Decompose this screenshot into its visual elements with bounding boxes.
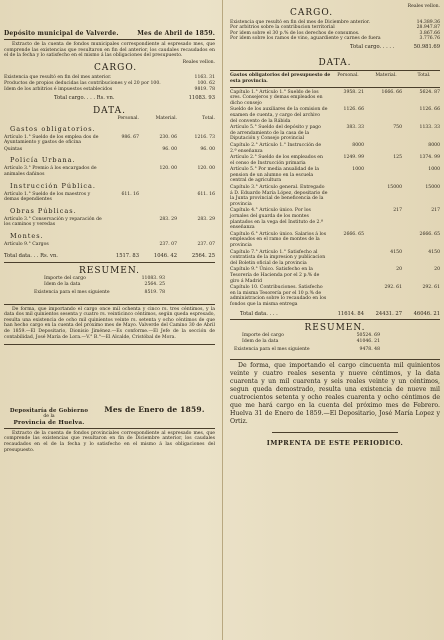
r-col-material: Material. <box>375 73 397 79</box>
row-label: Idem de la data <box>242 338 279 344</box>
r-narrative: De forma, que importando el cargo cincuenta mil quinientos veinte y cuatro reales sesenta y nueve céntimos, y la data cuarenta y un mil cuarenta y seis reales veinte y un céntimos, segun queda demostrado, resulta una existencia de nueve mil cuatrocientos setenta y ocho reales cuarenta y ocho céntimos de que me hará cargo en la cuenta del próximo mes de Febrero. Huelva 31 de Enero de 1859.—El Depositario, José María Lopez y Ortiz. <box>230 361 440 425</box>
row-total: 2666. 65 <box>419 231 440 237</box>
r-resumen-table <box>230 333 440 344</box>
left-extract-2: Extracto de la cuenta de fondos provinciales correspondiente al espresado mes, que comprende las existencias que resultaron en fin de Diciembre anterior, los caudales recaudados en el de la fecha y lo satisfecho en el mismo á las obligaciones del presupuesto. <box>4 430 215 453</box>
column-divider <box>222 0 223 640</box>
row-label: Artículo 1.° Sueldo de los maestros y demas dependientes <box>4 191 91 203</box>
row-value: 2564. 25 <box>144 281 165 287</box>
row-total: 8000 <box>428 142 440 148</box>
row-material: 125 <box>393 155 402 161</box>
row-total: 237. 07 <box>197 241 215 247</box>
row-label: Capítulo 9.° Único. Satisfecho en la Tesorería de Hacienda por el 2 p.% de giro á Madrid <box>230 267 320 284</box>
row-material: 283. 29 <box>159 216 177 222</box>
row-total: 120. 00 <box>197 166 215 172</box>
row-total: 1133. 33 <box>419 125 440 131</box>
data-title: DATA. <box>92 105 127 116</box>
resumen-table <box>4 276 215 287</box>
row-personal: 8000 <box>352 142 364 148</box>
total-data-label: Total data. . . Rs. vn. <box>4 252 58 259</box>
r-data-title: DATA. <box>318 58 352 69</box>
row-label: Artículo 3.° Conservación y reparación de los caminos y veredas <box>4 216 102 228</box>
row-value: 14.389.36 <box>416 19 440 25</box>
row-personal: 1126. 66 <box>343 107 364 113</box>
r-total-cargo-label: Total cargo. . . . . <box>350 43 395 50</box>
row-label: Artículo 9.° Cargos <box>4 241 49 247</box>
section-title: Instrucción Pública. <box>10 181 96 190</box>
row-label: Capítulo 3.° Artículo general. Entregado á D. Eduardo María López, depositario de la Junta provincial de beneficencia de la provincia <box>230 185 328 207</box>
row-value: 3.867.66 <box>419 30 440 36</box>
row-label: Capítulo 1.° Artículo 1.° Sueldo de los sres. Consejeros y demas empleados en dicho consejo <box>230 89 323 106</box>
table-row <box>44 282 165 288</box>
row-total: 1374. 99 <box>419 155 440 161</box>
imprint-footer: IMPRENTA DE ESTE PERIODICO. <box>266 438 404 447</box>
row-label: Existencia que resultó en fin del mes de Diciembre anterior. <box>230 19 371 25</box>
table-row <box>242 339 380 345</box>
row-label: Por arbitrios sobre la contribucion territorial <box>230 25 335 31</box>
col-total: Total. <box>202 115 215 121</box>
row-total: 611. 16 <box>197 191 215 197</box>
row-label: Artículo 1.° Sueldo de los emplea dos de Ayuntamiento y gastos de oficina <box>4 134 99 146</box>
table-row <box>230 143 440 154</box>
row-personal: 611. 16 <box>121 191 139 197</box>
row-label: Capítulo 6.° Artículo único. Salarios á los empleados en el ramo de montes de la provincia <box>230 231 327 248</box>
total-cargo-row <box>4 95 215 101</box>
row-total: 217 <box>431 208 440 214</box>
row-material: 750 <box>393 125 402 131</box>
left-narrative: De forma, que importando el cargo once mil ochenta y cinco rs. tres céntimos, y la data dos mil quinientos sesenta y cuatro rs. veinticinco céntimos, según queda espresado, resulta una existencia de ocho mil quinientos veinte rs. setenta y ocho céntimos de que han hecho cargo en la cuenta del próximo mes de Mayo. Valverde del Camino 30 de Abril de 1859.—El Depositario, Dionisio Jiménez.—Es conforme.—El Jefe de la sección de contabilidad, José María de Lora.—V.° B.°—El Alcalde, Cristóbal de Mora. <box>4 306 215 340</box>
row-personal: 986. 67 <box>121 134 139 140</box>
data-table <box>4 125 215 248</box>
section-title: Montes. <box>10 231 44 240</box>
row-label: Por idem sobre el 30 p.% de los derechos de consumos. <box>230 30 360 36</box>
table-row <box>230 208 440 230</box>
total-cargo-label: Total cargo. . . . Rs. vn. <box>54 95 115 102</box>
row-value: 1163. 31 <box>194 75 215 81</box>
resumen-next-label: Existencia para el mes siguiente <box>34 290 110 296</box>
total-cargo-value: 11083. 93 <box>188 95 215 102</box>
section-title: Gastos obligatorios. <box>10 124 96 133</box>
row-material: 20 <box>396 267 402 273</box>
row-label: Capítulo 4.° Artículo único. Por los jornales del guarda de los montes plantados en la vega del Instituto de 2.ª enseñanza <box>230 208 324 231</box>
table-row <box>4 192 215 203</box>
col-material: Material. <box>155 115 177 121</box>
dep2-line2: de la <box>43 414 55 420</box>
r-total-data-total: 46046. 21 <box>413 310 440 317</box>
row-value: 41046. 21 <box>356 338 380 344</box>
row-label: Existencia que resultó en fin del mes anterior. <box>4 75 112 81</box>
r-resumen-next-value: 9478. 48 <box>359 347 380 353</box>
row-material: 120. 00 <box>159 166 177 172</box>
row-label: Productos de propios deducidas las contribuciones y el 20 por 100. <box>4 80 161 86</box>
table-row <box>230 185 440 207</box>
r-resumen-next-row <box>230 347 440 353</box>
table-row <box>230 250 440 267</box>
row-label: Artículo 5.° Sueldo del depósito y pago de arrendamiento de la casa de la Diputación y Consejo provincial <box>230 125 321 142</box>
row-total: 1216. 73 <box>194 134 215 140</box>
r-total-data-material: 24431. 27 <box>375 310 402 317</box>
cargo-table <box>4 75 215 92</box>
table-row <box>230 36 440 42</box>
row-material: 4150 <box>390 249 402 255</box>
r-total-data-row <box>230 311 440 317</box>
r-reales-header: Reales vellon. <box>407 4 440 9</box>
r-resumen-title: RESUMEN. <box>304 322 366 333</box>
row-value: 50524. 69 <box>356 332 380 338</box>
table-row <box>230 155 440 166</box>
row-label: Idem de la data <box>44 281 81 287</box>
row-total: 292. 61 <box>422 285 440 291</box>
row-value: 100. 62 <box>197 80 215 86</box>
section-title: Obras Públicas. <box>10 206 77 215</box>
heading-date: Mes de Abril de 1859. <box>137 30 215 37</box>
row-personal: 2666. 65 <box>343 231 364 237</box>
row-material: 1666. 66 <box>381 89 402 95</box>
table-row <box>230 90 440 107</box>
row-label: Por idem sobre los ramos de vino, aguardiente y carnes de fuera <box>230 36 381 42</box>
row-personal: 3958. 21 <box>343 89 364 95</box>
row-material: 292. 61 <box>384 285 402 291</box>
resumen-next-value: 8519. 78 <box>144 290 165 296</box>
row-label: Quintas <box>4 146 23 152</box>
row-total: 283. 29 <box>197 216 215 222</box>
row-label: Artículo 2.° Sueldo de los empleados en el censo de Instrucción primaria <box>230 155 323 166</box>
row-label: Capítulo 2.° Artículo 1.° Instrucción de 2.ª enseñanza <box>230 142 322 154</box>
second-heading <box>4 393 215 453</box>
dep2-line1: Depositaría de Gobierno <box>9 408 89 415</box>
row-label: Idem de los arbitrios é impuestos establecidos <box>4 86 113 92</box>
section-title: Policía Urbana. <box>10 156 76 165</box>
r-col-total: Total. <box>417 73 431 79</box>
row-value: 11083. 93 <box>141 275 165 281</box>
r-total-data-label: Total data. . . . <box>240 310 278 317</box>
row-personal: 383. 33 <box>346 125 364 131</box>
row-label: Capítulo 10. Contribuciones. Satisfecho en la misma Tesorería por el 10 p.% de administracion sobre lo recaudado en los fondos que la misma entrega <box>230 285 327 307</box>
left-column <box>0 0 221 453</box>
cargo-title: CARGO. <box>94 63 138 74</box>
row-label: Capítulo 7.° Artículo 1.° Satisfecho al contratista de la impresion y publicacion del Boletin oficial de la provincia <box>230 249 326 266</box>
table-row <box>230 125 440 142</box>
row-total: 20 <box>434 267 440 273</box>
row-material: 237. 07 <box>159 241 177 247</box>
row-material: 15000 <box>387 185 402 191</box>
col-personal: Personal. <box>117 115 139 121</box>
total-data-personal: 1517. 83 <box>115 252 139 259</box>
table-row <box>4 147 215 153</box>
row-total: 1126. 66 <box>419 107 440 113</box>
row-value: 3.776.76 <box>419 36 440 42</box>
table-row <box>230 107 440 124</box>
row-total: 1000 <box>428 167 440 173</box>
resumen-title: RESUMEN. <box>78 265 141 276</box>
table-row <box>230 267 440 284</box>
row-material: 96. 00 <box>162 146 177 152</box>
dep2-line3: Provincia de Huelva. <box>13 419 85 426</box>
row-personal: 1249. 99 <box>343 155 364 161</box>
heading-title: Depósito municipal de Valverde. <box>4 30 119 37</box>
row-total: 5624. 87 <box>419 89 440 95</box>
reales-header: Reales vellon. <box>182 59 215 65</box>
total-data-row <box>4 253 215 259</box>
right-column <box>224 0 444 447</box>
row-value: 28.947.87 <box>416 25 440 31</box>
row-total: 15000 <box>425 185 440 191</box>
row-value: 9819. 78 <box>194 86 215 92</box>
r-col-personal: Personal. <box>337 73 359 79</box>
row-label: Importe del cargo <box>242 332 284 338</box>
row-total: 96. 00 <box>200 146 215 152</box>
r-cargo-title: CARGO. <box>290 7 334 18</box>
resumen-next-row <box>4 290 215 296</box>
r-data-table <box>230 90 440 308</box>
r-resumen-next-label: Existencia para el mes siguiente <box>234 347 310 353</box>
r-total-cargo-value: 50.981.69 <box>413 43 440 50</box>
data-col-headers <box>4 116 215 121</box>
r-section-header <box>230 73 440 84</box>
table-row <box>230 232 440 249</box>
row-material: 230. 06 <box>159 134 177 140</box>
r-section-title: Gastos obligatorios del presupuesto de esta provincia. <box>230 73 331 84</box>
row-personal: 1000 <box>352 167 364 173</box>
table-row <box>4 217 215 228</box>
row-label: Artículo 3.° Premio á los encargados de animales dañinos <box>4 166 97 177</box>
table-row <box>4 166 215 177</box>
r-total-cargo-row <box>230 44 440 50</box>
r-cargo-table <box>230 20 440 42</box>
row-total: 4150 <box>428 249 440 255</box>
r-total-data-personal: 11614. 84 <box>337 310 364 317</box>
table-row <box>230 167 440 184</box>
left-heading <box>4 30 215 37</box>
total-data-total: 2564. 25 <box>191 252 215 259</box>
table-row <box>230 285 440 307</box>
table-row <box>4 242 215 248</box>
total-data-material: 1046. 42 <box>153 252 177 259</box>
dep2-date: Mes de Enero de 1859. <box>104 405 205 415</box>
row-label: Importe del cargo <box>44 275 86 281</box>
left-extract: Extracto de la cuenta de fondos municipales correspondiente al espresado mes, que comprende las existencias que resultaron en fin del anterior, los caudales recaudados en el de la fecha y lo satisfecho en el mismo á las obligaciones del presupuesto. <box>4 42 215 59</box>
row-label: Artículo 5.° Por media anualidad de la pension de un alumno en la escuela central de agricultura <box>230 167 319 184</box>
row-material: 217 <box>393 208 402 214</box>
table-row <box>4 135 215 146</box>
row-label: Sueldo de los auxiliares de la comision de examen de cuenta, y cargo del archivo del convento de la Rábida <box>230 107 328 124</box>
table-row <box>4 87 215 93</box>
